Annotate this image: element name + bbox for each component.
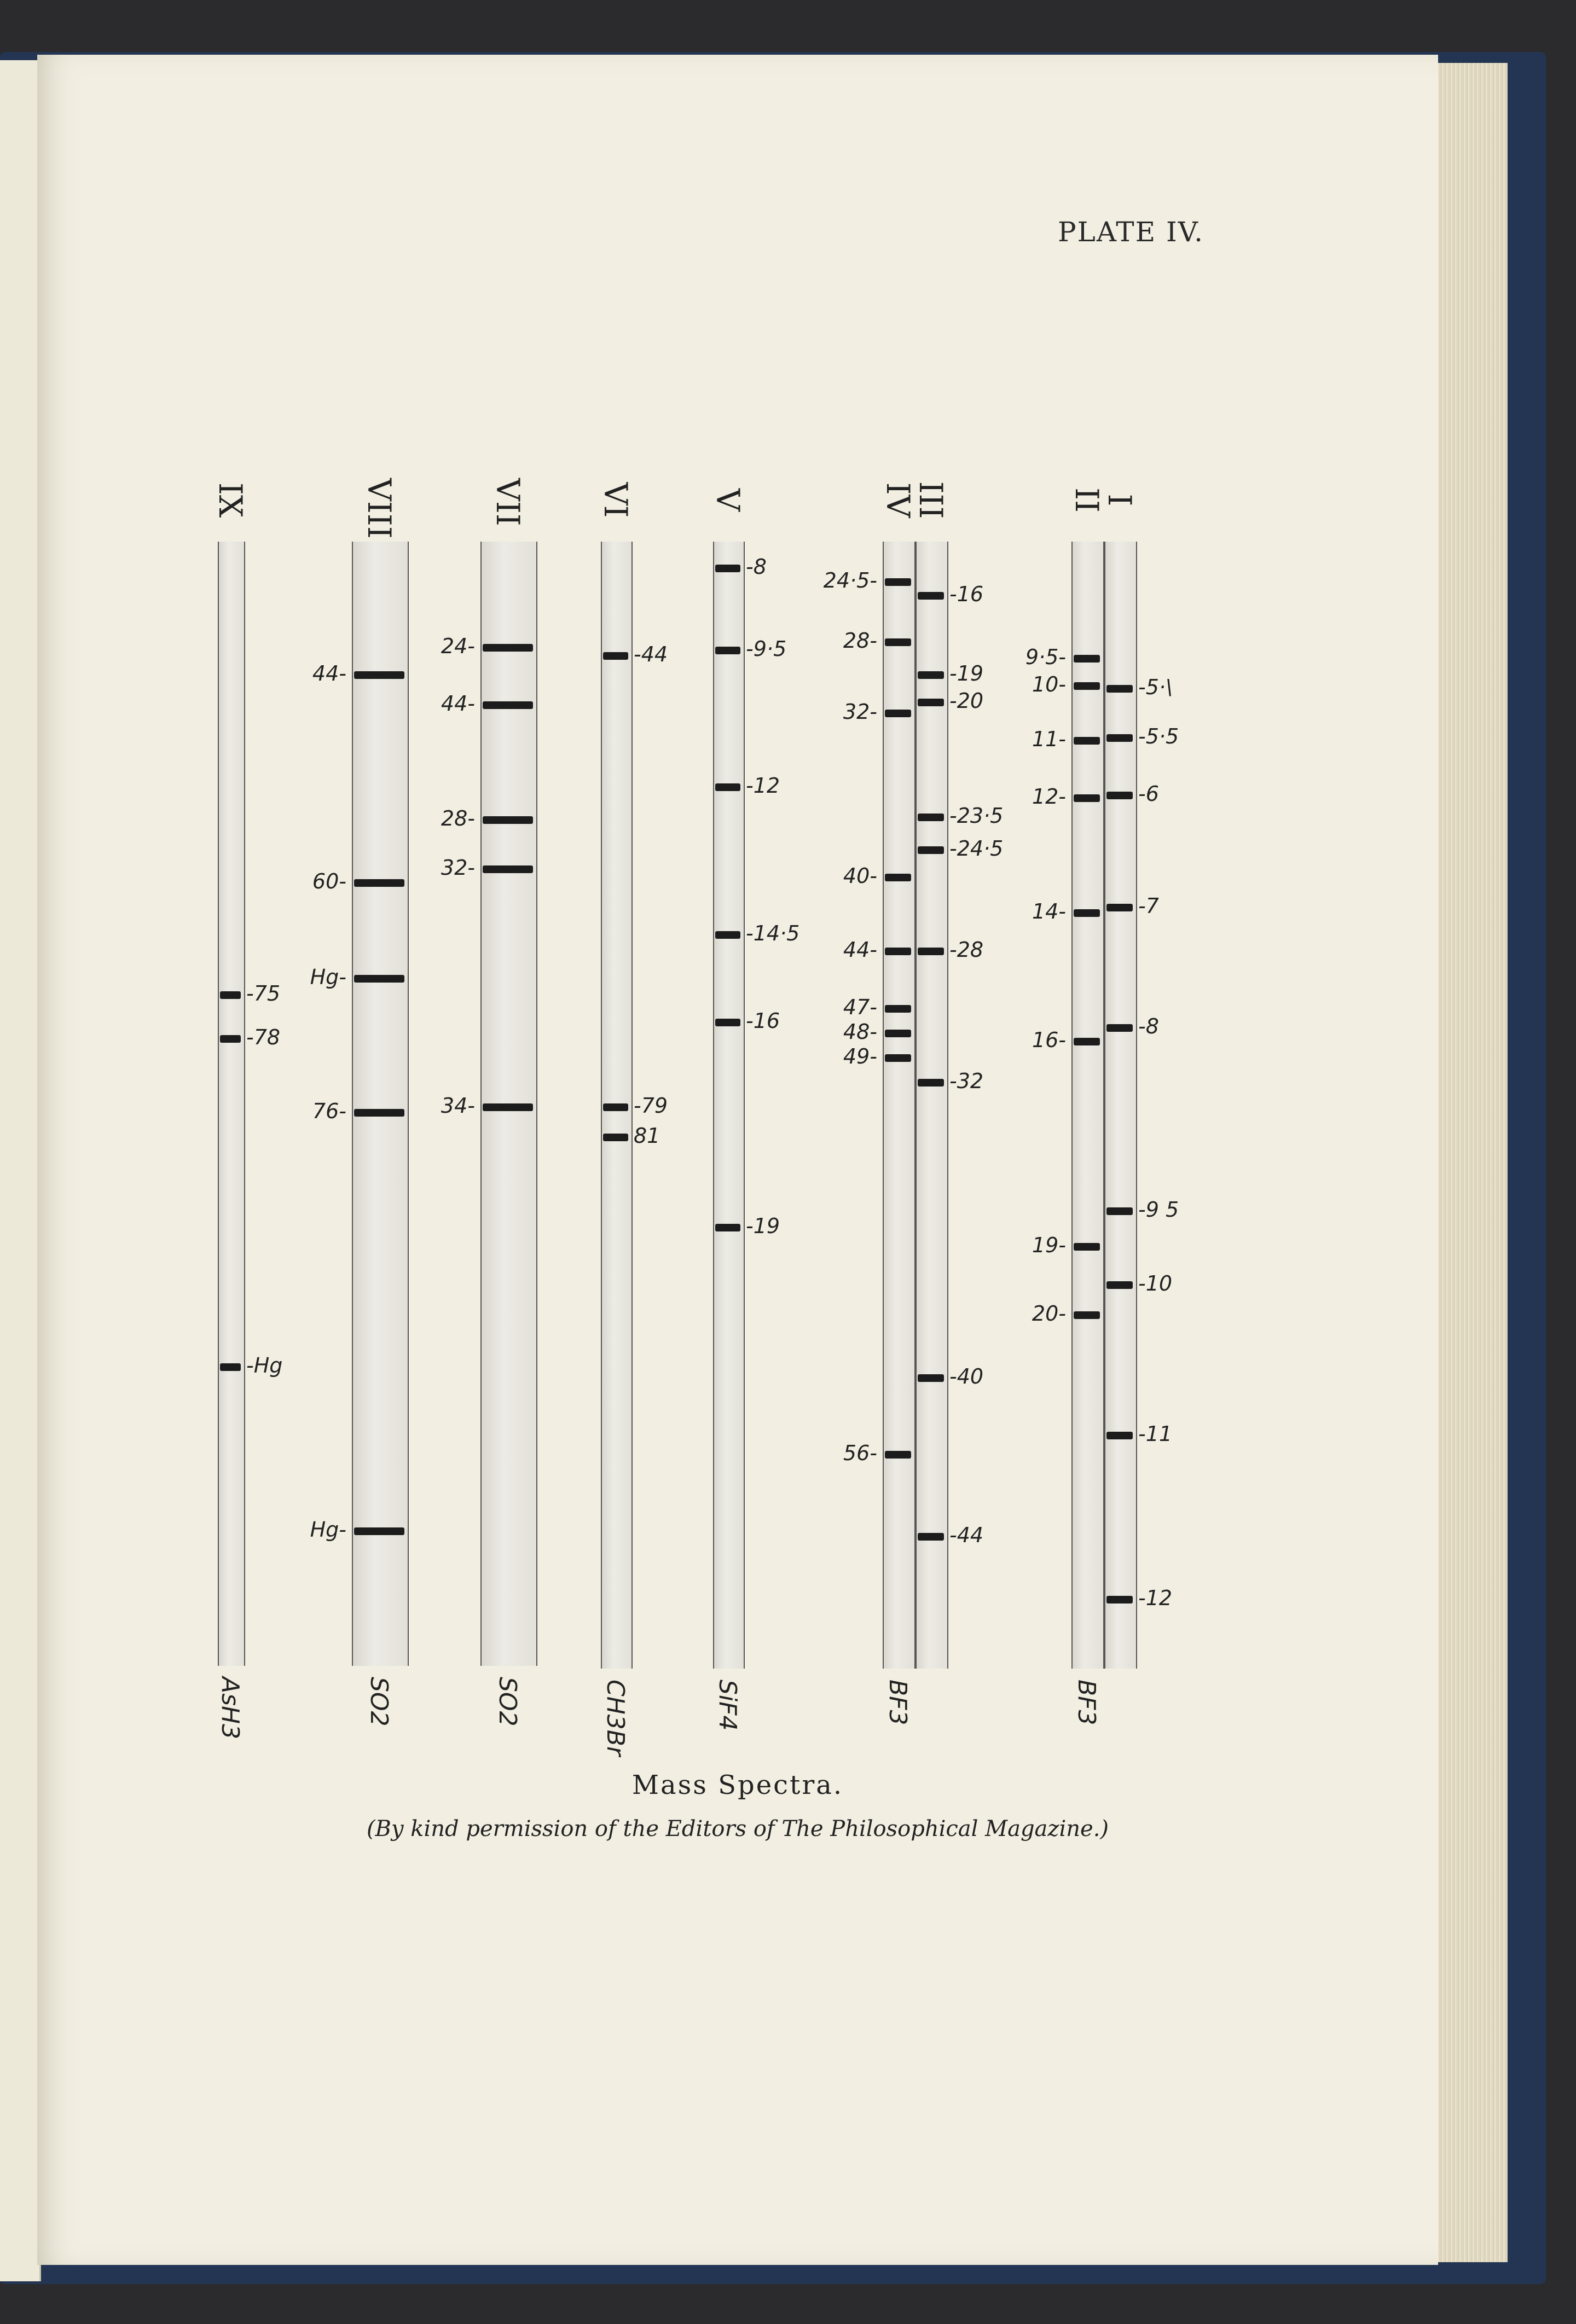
spectrum-line-v [715,1224,740,1231]
mass-label-v: -8 [746,555,767,579]
mass-label-v: -16 [746,1009,780,1033]
spectrum-line-vii [483,701,533,709]
mass-label-iv: 44- [843,938,877,962]
mass-label-i: -5·5 [1138,724,1179,748]
mass-label-ii: 14- [1032,899,1066,923]
strip-numeral-ii: II [1068,487,1105,513]
spectrum-line-vii [483,816,533,824]
spectrum-line-ii [1074,1038,1100,1045]
mass-label-iii: -16 [949,582,984,606]
spectrum-line-viii [354,671,404,679]
spectrum-line-v [715,647,740,654]
mass-label-iv: 47- [843,995,877,1019]
strip-numeral-ix: IX [212,482,249,518]
mass-label-iii: -40 [949,1364,984,1388]
mass-label-iv: 56- [843,1441,877,1465]
spectrum-line-ix [220,1035,241,1043]
compound-label-vi: CH3Br [601,1680,629,1757]
mass-label-i: -12 [1138,1586,1173,1610]
mass-label-ii: 12- [1032,785,1066,809]
mass-label-ix: -75 [246,981,281,1006]
spectrum-line-vii [483,1103,533,1111]
mass-label-ii: 11- [1032,727,1066,751]
mass-label-vi: 81 [634,1124,660,1148]
compound-label-ix: AsH3 [216,1677,244,1740]
compound-label-vii: SO2 [494,1677,522,1727]
mass-label-iii: -28 [949,938,984,962]
spectrum-line-i [1106,1207,1133,1215]
spectrum-strip-ix [218,542,245,1666]
spectrum-line-iii [918,1533,944,1541]
mass-label-iii: -23·5 [949,804,1004,828]
mass-label-iii: -19 [949,661,984,685]
spectrum-line-ii [1074,655,1100,663]
mass-label-i: -10 [1138,1271,1173,1295]
mass-label-v: -14·5 [746,921,800,945]
mass-label-viii: 44- [312,661,346,685]
strip-numeral-vi: VI [597,482,634,518]
spectrum-line-iv [885,874,911,881]
mass-label-ii: 19- [1032,1233,1066,1257]
figure-subcaption: (By kind permission of the Editors of The Philosophical Magazine.) [366,1816,1109,1841]
compound-label-viii: SO2 [365,1677,393,1727]
mass-label-iv: 48- [843,1020,877,1044]
spectrum-line-iv [885,578,911,586]
spectrum-line-iii [918,592,944,600]
spectrum-line-iv [885,638,911,646]
spectrum-line-ix [220,1363,241,1371]
mass-label-iv: 24·5- [823,568,877,592]
spectrum-line-ii [1074,1243,1100,1251]
spectrum-line-i [1106,685,1133,693]
mass-label-ii: 20- [1032,1302,1066,1326]
spectrum-strip-i [1104,542,1137,1669]
mass-label-i: -9 5 [1138,1198,1179,1222]
mass-label-i: -5·\ [1138,675,1173,699]
spectrum-line-iii [918,699,944,706]
strip-numeral-vii: VII [489,478,526,526]
spectrum-line-vi [603,652,628,660]
mass-label-vi: -44 [634,642,668,666]
mass-label-vi: -79 [634,1094,668,1118]
strip-numeral-i: I [1101,493,1138,507]
left-page-edge [0,60,41,2281]
spectrum-line-iv [885,948,911,955]
mass-label-vii: 34- [441,1094,475,1118]
mass-label-iii: -32 [949,1069,984,1093]
spectrum-line-v [715,931,740,939]
spectrum-line-i [1106,904,1133,911]
mass-label-vii: 44- [441,692,475,716]
spectrum-line-vi [603,1103,628,1111]
mass-label-i: -7 [1138,894,1159,918]
spectrum-line-iii [918,948,944,955]
mass-label-vii: 24- [441,634,475,658]
spectrum-line-viii [354,879,404,887]
spectrum-line-v [715,565,740,572]
strip-numeral-viii: VIII [361,478,398,539]
spectrum-line-iv [885,1054,911,1062]
mass-label-i: -11 [1138,1422,1173,1446]
spectrum-line-ii [1074,737,1100,745]
spectrum-line-i [1106,1596,1133,1603]
spectrum-line-ii [1074,1311,1100,1319]
mass-label-ix: -Hg [246,1353,283,1378]
spectrum-strip-iii [916,542,948,1669]
mass-label-v: -9·5 [746,637,787,661]
page-edges [1431,63,1508,2262]
strip-numeral-v: V [709,489,746,512]
spectrum-line-viii [354,1527,404,1535]
spectrum-line-iv [885,1030,911,1037]
spectrum-line-vii [483,644,533,652]
compound-label-ii: BF3 [1073,1680,1100,1725]
spectrum-line-i [1106,792,1133,799]
mass-label-v: -19 [746,1214,780,1238]
figure-caption: Mass Spectra. [631,1770,844,1800]
mass-label-i: -6 [1138,782,1159,806]
plate-title: PLATE IV. [1058,216,1204,248]
mass-label-iii: -20 [949,689,984,713]
spectrum-line-iii [918,814,944,821]
mass-label-ii: 10- [1032,672,1066,696]
mass-label-v: -12 [746,774,780,798]
mass-label-ii: 9·5- [1025,645,1066,669]
mass-label-viii: 76- [312,1099,346,1123]
spectrum-line-iii [918,1079,944,1087]
spectrum-line-iii [918,1374,944,1382]
mass-label-ix: -78 [246,1025,281,1049]
compound-label-iv: BF3 [884,1680,912,1725]
compound-label-v: SiF4 [714,1680,741,1731]
mass-label-iii: -44 [949,1523,984,1547]
spectrum-line-iv [885,1005,911,1013]
mass-label-viii: Hg- [310,965,346,989]
strip-numeral-iv: IV [879,482,917,518]
spectrum-line-ii [1074,682,1100,690]
spectrum-line-vii [483,865,533,873]
spectrum-line-v [715,783,740,791]
mass-label-viii: Hg- [310,1518,346,1542]
spectrum-line-ii [1074,794,1100,802]
mass-label-iv: 32- [843,700,877,724]
spectrum-line-viii [354,975,404,983]
spectrum-line-vi [603,1134,628,1141]
spectrum-line-iii [918,846,944,854]
spectrum-line-i [1106,1024,1133,1032]
spectrum-line-iv [885,710,911,717]
plate-page [37,55,1438,2265]
spectrum-line-iv [885,1451,911,1459]
mass-label-ii: 16- [1032,1028,1066,1052]
spectrum-line-i [1106,1281,1133,1289]
spectrum-strip-v [713,542,745,1669]
mass-label-viii: 60- [312,869,346,893]
spectrum-line-ii [1074,909,1100,917]
spectrum-line-i [1106,734,1133,742]
spectrum-line-viii [354,1109,404,1117]
mass-label-iv: 28- [843,629,877,653]
spectrum-line-iii [918,671,944,679]
mass-label-i: -8 [1138,1014,1159,1038]
strip-numeral-iii: III [912,481,949,519]
spectrum-strip-ii [1071,542,1104,1669]
spectrum-line-i [1106,1432,1133,1439]
mass-label-iv: 49- [843,1044,877,1068]
mass-label-iv: 40- [843,864,877,888]
spectrum-line-ix [220,991,241,999]
mass-label-vii: 32- [441,856,475,880]
spectrum-line-v [715,1019,740,1026]
mass-label-iii: -24·5 [949,836,1004,861]
mass-label-vii: 28- [441,806,475,830]
